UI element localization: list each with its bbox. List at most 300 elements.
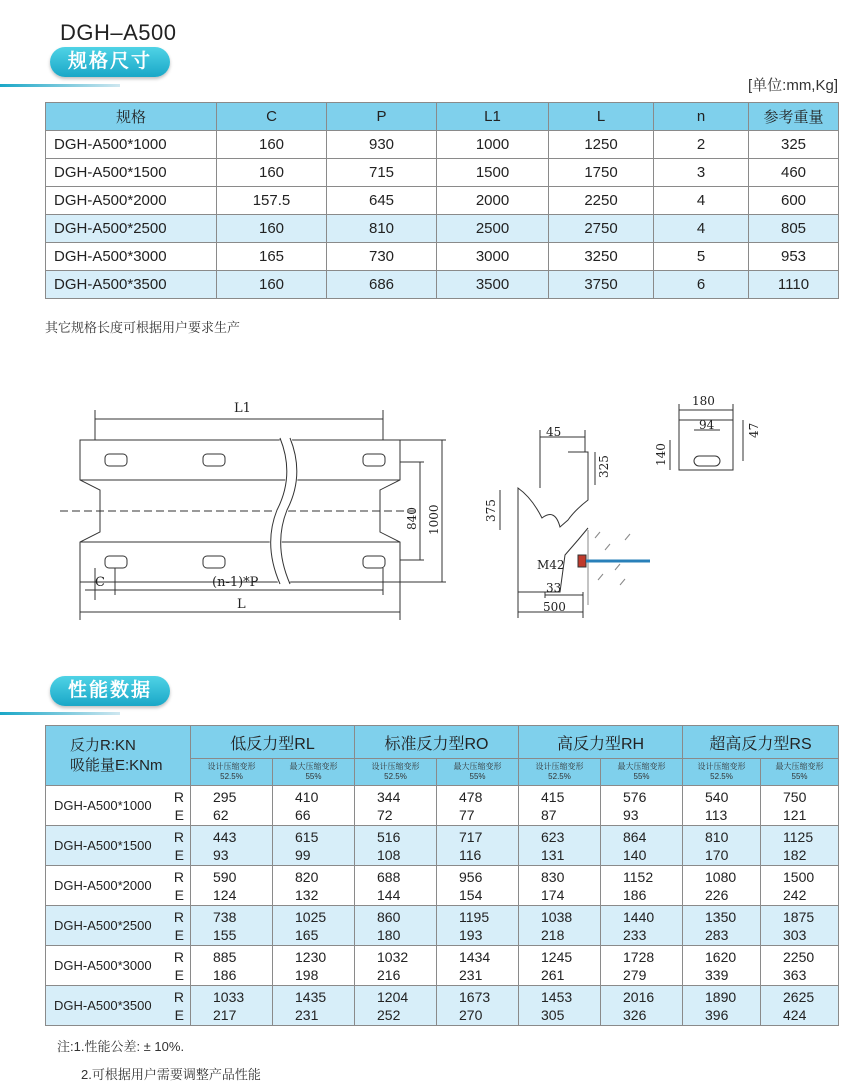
perf-value-cell xyxy=(519,786,601,826)
perf-value-cell xyxy=(601,946,683,986)
spec-value-cell: 715 xyxy=(327,159,437,187)
r-e-labels xyxy=(174,828,184,864)
energy-value: 108 xyxy=(377,846,401,863)
energy-value: 193 xyxy=(459,926,483,943)
energy-value: 231 xyxy=(295,1006,319,1023)
spec-value-cell: 160 xyxy=(217,159,327,187)
compression-pct: 52.5% xyxy=(384,772,407,781)
perf-row xyxy=(46,986,839,1026)
spec-model-cell: DGH-A500*2000 xyxy=(46,187,217,215)
spec-col-header: P xyxy=(327,103,437,131)
r-e-labels xyxy=(174,908,184,944)
concrete-hatching xyxy=(588,530,630,605)
reaction-force-value: 810 xyxy=(705,828,729,845)
spec-value-cell: 1000 xyxy=(437,131,549,159)
spec-value-cell: 3000 xyxy=(437,243,549,271)
reaction-force-value: 1875 xyxy=(783,908,815,925)
spec-value-cell: 157.5 xyxy=(217,187,327,215)
group-header: 超高反力型RS xyxy=(683,726,839,759)
reaction-force-value: 1350 xyxy=(705,908,737,925)
perf-value-cell xyxy=(437,906,519,946)
e-label: E xyxy=(174,927,184,943)
perf-model-cell xyxy=(46,986,191,1026)
reaction-force-value: 344 xyxy=(377,788,401,805)
energy-value: 155 xyxy=(213,926,237,943)
note-tolerance: 注:1.性能公差: ± 10%. xyxy=(57,1039,185,1054)
spec-value-cell: 460 xyxy=(749,159,839,187)
compression-label: 最大压缩变形 xyxy=(453,762,502,771)
perf-row xyxy=(46,906,839,946)
bolt-nut-icon xyxy=(578,555,586,567)
perf-value-cell xyxy=(683,986,761,1026)
compression-pct: 52.5% xyxy=(548,772,571,781)
compression-pct: 55% xyxy=(469,772,486,781)
e-label: E xyxy=(174,887,184,903)
spec-model-cell: DGH-A500*3000 xyxy=(46,243,217,271)
group-header: 低反力型RL xyxy=(191,726,355,759)
reaction-force-value: 1025 xyxy=(295,908,327,925)
perf-notes xyxy=(57,1033,261,1089)
compression-label: 设计压缩变形 xyxy=(535,762,584,771)
spec-col-header: 参考重量 xyxy=(749,103,839,131)
dim-500: 500 xyxy=(543,600,566,614)
spec-col-header: C xyxy=(217,103,327,131)
spec-value-cell: 645 xyxy=(327,187,437,215)
reaction-force-value: 478 xyxy=(459,788,483,805)
reaction-force-value: 1204 xyxy=(377,988,409,1005)
perf-value-cell xyxy=(355,986,437,1026)
force-label: 反力R:KN xyxy=(70,736,136,754)
energy-value: 252 xyxy=(377,1006,401,1023)
energy-value: 93 xyxy=(623,806,639,823)
perf-value-cell xyxy=(273,826,355,866)
spec-row xyxy=(46,271,839,299)
spec-value-cell: 930 xyxy=(327,131,437,159)
reaction-force-value: 540 xyxy=(705,788,729,805)
reaction-force-value: 1195 xyxy=(459,908,490,925)
energy-value: 242 xyxy=(783,886,807,903)
energy-value: 99 xyxy=(295,846,311,863)
energy-value: 180 xyxy=(377,926,401,943)
energy-value: 165 xyxy=(295,926,319,943)
energy-value: 62 xyxy=(213,806,229,823)
energy-value: 305 xyxy=(541,1006,565,1023)
spec-value-cell: 686 xyxy=(327,271,437,299)
r-label: R xyxy=(173,989,184,1005)
perf-value-cell xyxy=(519,866,601,906)
note-adjustable: 2.可根据用户需要调整产品性能 xyxy=(81,1067,261,1082)
perf-value-cell xyxy=(519,826,601,866)
dim-840: 840 xyxy=(405,507,419,530)
reaction-force-value: 864 xyxy=(623,828,647,845)
energy-value: 154 xyxy=(459,886,483,903)
spec-model-cell: DGH-A500*2500 xyxy=(46,215,217,243)
energy-value: 113 xyxy=(705,806,728,823)
e-label: E xyxy=(174,1007,184,1023)
compression-label: 设计压缩变形 xyxy=(207,762,256,771)
spec-value-cell: 160 xyxy=(217,131,327,159)
reaction-force-value: 516 xyxy=(377,828,401,845)
perf-value-cell xyxy=(355,906,437,946)
perf-row xyxy=(46,826,839,866)
compression-subheader xyxy=(519,759,601,786)
energy-value: 170 xyxy=(705,846,729,863)
energy-value: 121 xyxy=(783,806,807,823)
spec-value-cell: 325 xyxy=(749,131,839,159)
perf-value-cell xyxy=(191,866,273,906)
energy-value: 116 xyxy=(459,846,482,863)
perf-model-label: DGH-A500*1000 xyxy=(54,797,152,813)
spec-header-row xyxy=(46,103,839,131)
perf-value-cell xyxy=(437,946,519,986)
spec-value-cell: 953 xyxy=(749,243,839,271)
perf-value-cell xyxy=(519,906,601,946)
dimension-drawing xyxy=(0,380,848,640)
spec-value-cell: 1500 xyxy=(437,159,549,187)
dim-np: (n-1)*P xyxy=(212,575,259,590)
dim-325: 325 xyxy=(597,455,611,478)
energy-value: 124 xyxy=(213,886,237,903)
reaction-force-value: 717 xyxy=(459,828,483,845)
spec-col-header: L xyxy=(549,103,654,131)
energy-value: 363 xyxy=(783,966,807,983)
perf-model-label: DGH-A500*2500 xyxy=(54,917,152,933)
energy-value: 216 xyxy=(377,966,401,983)
perf-section-heading: 性能数据 xyxy=(50,676,170,706)
reaction-force-value: 1453 xyxy=(541,988,573,1005)
dim-33: 33 xyxy=(546,581,562,595)
perf-value-cell xyxy=(761,906,839,946)
compression-pct: 55% xyxy=(791,772,808,781)
perf-model-cell xyxy=(46,946,191,986)
compression-subheader xyxy=(355,759,437,786)
spec-value-cell: 3250 xyxy=(549,243,654,271)
spec-row xyxy=(46,215,839,243)
perf-value-cell xyxy=(519,986,601,1026)
group-header: 高反力型RH xyxy=(519,726,683,759)
spec-row xyxy=(46,159,839,187)
perf-value-cell xyxy=(273,786,355,826)
compression-label: 设计压缩变形 xyxy=(697,762,746,771)
reaction-force-value: 2625 xyxy=(783,988,815,1005)
perf-model-cell xyxy=(46,906,191,946)
e-label: E xyxy=(174,847,184,863)
perf-value-cell xyxy=(519,946,601,986)
dim-c: C xyxy=(95,575,105,590)
energy-value: 77 xyxy=(459,806,475,823)
reaction-force-value: 860 xyxy=(377,908,401,925)
reaction-force-value: 1230 xyxy=(295,948,327,965)
compression-pct: 55% xyxy=(305,772,322,781)
spec-value-cell: 4 xyxy=(654,215,749,243)
reaction-force-value: 1500 xyxy=(783,868,815,885)
side-view xyxy=(500,430,650,618)
reaction-force-value: 820 xyxy=(295,868,319,885)
perf-value-cell xyxy=(273,906,355,946)
spec-value-cell: 730 xyxy=(327,243,437,271)
perf-model-label: DGH-A500*1500 xyxy=(54,837,152,853)
perf-value-cell xyxy=(191,986,273,1026)
compression-label: 最大压缩变形 xyxy=(617,762,666,771)
spec-table xyxy=(45,102,839,299)
spec-value-cell: 2750 xyxy=(549,215,654,243)
spec-model-cell: DGH-A500*3500 xyxy=(46,271,217,299)
perf-value-cell xyxy=(683,866,761,906)
compression-subheader xyxy=(683,759,761,786)
perf-value-cell xyxy=(761,986,839,1026)
compression-label: 最大压缩变形 xyxy=(775,762,824,771)
energy-value: 270 xyxy=(459,1006,483,1023)
spec-section-heading: 规格尺寸 xyxy=(50,47,170,77)
perf-value-cell xyxy=(683,906,761,946)
energy-value: 233 xyxy=(623,926,647,943)
reaction-force-value: 956 xyxy=(459,868,483,885)
energy-value: 174 xyxy=(541,886,565,903)
compression-label: 最大压缩变形 xyxy=(289,762,338,771)
energy-value: 131 xyxy=(541,846,565,863)
reaction-force-value: 1245 xyxy=(541,948,573,965)
energy-value: 226 xyxy=(705,886,729,903)
energy-value: 339 xyxy=(705,966,729,983)
spec-value-cell: 5 xyxy=(654,243,749,271)
perf-corner-header xyxy=(46,726,191,786)
compression-pct: 52.5% xyxy=(220,772,243,781)
perf-value-cell xyxy=(601,906,683,946)
dim-1000: 1000 xyxy=(427,504,441,535)
spec-value-cell: 3500 xyxy=(437,271,549,299)
reaction-force-value: 576 xyxy=(623,788,647,805)
spec-col-header: 规格 xyxy=(46,103,217,131)
perf-heading-underline xyxy=(0,712,120,715)
reaction-force-value: 1435 xyxy=(295,988,327,1005)
e-label: E xyxy=(174,967,184,983)
perf-value-cell xyxy=(191,786,273,826)
perf-value-cell xyxy=(601,826,683,866)
reaction-force-value: 1038 xyxy=(541,908,573,925)
spec-heading-underline xyxy=(0,84,120,87)
energy-value: 261 xyxy=(541,966,565,983)
spec-row xyxy=(46,131,839,159)
perf-value-cell xyxy=(601,786,683,826)
r-label: R xyxy=(173,949,184,965)
dim-m42: M42 xyxy=(537,558,565,572)
reaction-force-value: 2250 xyxy=(783,948,815,965)
perf-model-label: DGH-A500*3000 xyxy=(54,957,152,973)
reaction-force-value: 1620 xyxy=(705,948,737,965)
energy-value: 279 xyxy=(623,966,647,983)
perf-row xyxy=(46,786,839,826)
perf-value-cell xyxy=(191,906,273,946)
spec-value-cell: 600 xyxy=(749,187,839,215)
perf-value-cell xyxy=(437,986,519,1026)
reaction-force-value: 2016 xyxy=(623,988,655,1005)
perf-value-cell xyxy=(601,986,683,1026)
reaction-force-value: 590 xyxy=(213,868,237,885)
spec-value-cell: 1110 xyxy=(749,271,839,299)
energy-value: 93 xyxy=(213,846,229,863)
compression-subheader xyxy=(601,759,683,786)
reaction-force-value: 410 xyxy=(295,788,319,805)
compression-subheader xyxy=(761,759,839,786)
energy-value: 396 xyxy=(705,1006,729,1023)
reaction-force-value: 1033 xyxy=(213,988,245,1005)
compression-subheader xyxy=(191,759,273,786)
reaction-force-value: 1152 xyxy=(623,868,654,885)
r-e-labels xyxy=(174,868,184,904)
r-label: R xyxy=(173,829,184,845)
reaction-force-value: 615 xyxy=(295,828,319,845)
perf-model-label: DGH-A500*3500 xyxy=(54,997,152,1013)
spec-value-cell: 2000 xyxy=(437,187,549,215)
energy-value: 218 xyxy=(541,926,565,943)
perf-value-cell xyxy=(683,786,761,826)
energy-value: 424 xyxy=(783,1006,807,1023)
group-header: 标准反力型RO xyxy=(355,726,519,759)
spec-value-cell: 165 xyxy=(217,243,327,271)
reaction-force-value: 885 xyxy=(213,948,237,965)
perf-value-cell xyxy=(601,866,683,906)
perf-value-cell xyxy=(437,786,519,826)
perf-value-cell xyxy=(683,826,761,866)
spec-value-cell: 2250 xyxy=(549,187,654,215)
perf-value-cell xyxy=(437,826,519,866)
perf-model-cell xyxy=(46,786,191,826)
energy-value: 182 xyxy=(783,846,807,863)
energy-value: 72 xyxy=(377,806,393,823)
spec-value-cell: 3 xyxy=(654,159,749,187)
e-label: E xyxy=(174,807,184,823)
reaction-force-value: 688 xyxy=(377,868,401,885)
spec-row xyxy=(46,187,839,215)
dim-47: 47 xyxy=(747,422,761,438)
spec-col-header: n xyxy=(654,103,749,131)
energy-value: 132 xyxy=(295,886,319,903)
spec-value-cell: 4 xyxy=(654,187,749,215)
perf-value-cell xyxy=(355,866,437,906)
plate-view xyxy=(670,404,743,470)
compression-subheader xyxy=(273,759,355,786)
reaction-force-value: 830 xyxy=(541,868,565,885)
perf-value-cell xyxy=(761,866,839,906)
spec-value-cell: 3750 xyxy=(549,271,654,299)
dim-94: 94 xyxy=(699,418,715,432)
energy-value: 283 xyxy=(705,926,729,943)
perf-value-cell xyxy=(191,826,273,866)
dim-l: L xyxy=(237,597,246,612)
perf-value-cell xyxy=(355,786,437,826)
model-title: DGH–A500 xyxy=(60,20,177,45)
energy-value: 87 xyxy=(541,806,557,823)
perf-model-label: DGH-A500*2000 xyxy=(54,877,152,893)
perf-value-cell xyxy=(355,826,437,866)
energy-value: 140 xyxy=(623,846,647,863)
reaction-force-value: 750 xyxy=(783,788,807,805)
spec-value-cell: 160 xyxy=(217,271,327,299)
reaction-force-value: 443 xyxy=(213,828,237,845)
r-label: R xyxy=(173,789,184,805)
perf-value-cell xyxy=(761,786,839,826)
compression-pct: 52.5% xyxy=(710,772,733,781)
spec-value-cell: 6 xyxy=(654,271,749,299)
reaction-force-value: 415 xyxy=(541,788,565,805)
perf-row xyxy=(46,866,839,906)
spec-value-cell: 160 xyxy=(217,215,327,243)
dim-l1: L1 xyxy=(234,401,251,416)
energy-value: 198 xyxy=(295,966,319,983)
spec-value-cell: 2500 xyxy=(437,215,549,243)
compression-pct: 55% xyxy=(633,772,650,781)
reaction-force-value: 1434 xyxy=(459,948,491,965)
spec-value-cell: 2 xyxy=(654,131,749,159)
perf-value-cell xyxy=(761,826,839,866)
energy-value: 326 xyxy=(623,1006,647,1023)
energy-value: 186 xyxy=(623,886,647,903)
perf-value-cell xyxy=(273,946,355,986)
energy-value: 144 xyxy=(377,886,401,903)
reaction-force-value: 295 xyxy=(213,788,237,805)
spec-value-cell: 810 xyxy=(327,215,437,243)
r-e-labels xyxy=(174,948,184,984)
reaction-force-value: 623 xyxy=(541,828,565,845)
perf-value-cell xyxy=(761,946,839,986)
unit-label: [单位:mm,Kg] xyxy=(747,77,838,94)
spec-value-cell: 1250 xyxy=(549,131,654,159)
reaction-force-value: 1032 xyxy=(377,948,409,965)
energy-value: 231 xyxy=(459,966,483,983)
compression-subheader xyxy=(437,759,519,786)
dim-45: 45 xyxy=(546,425,562,439)
energy-value: 186 xyxy=(213,966,237,983)
perf-value-cell xyxy=(273,986,355,1026)
energy-value: 303 xyxy=(783,926,807,943)
perf-value-cell xyxy=(437,866,519,906)
dim-140: 140 xyxy=(654,443,668,466)
perf-model-cell xyxy=(46,826,191,866)
spec-note: 其它规格长度可根据用户要求生产 xyxy=(45,320,241,335)
spec-value-cell: 805 xyxy=(749,215,839,243)
perf-model-cell xyxy=(46,866,191,906)
reaction-force-value: 738 xyxy=(213,908,237,925)
reaction-force-value: 1673 xyxy=(459,988,491,1005)
r-e-labels xyxy=(174,788,184,824)
dim-375: 375 xyxy=(484,499,498,522)
reaction-force-value: 1080 xyxy=(705,868,737,885)
reaction-force-value: 1440 xyxy=(623,908,655,925)
r-e-labels xyxy=(174,988,184,1024)
reaction-force-value: 1890 xyxy=(705,988,737,1005)
performance-table xyxy=(45,725,839,1026)
perf-row xyxy=(46,946,839,986)
spec-row xyxy=(46,243,839,271)
reaction-force-value: 1125 xyxy=(783,828,814,845)
spec-col-header: L1 xyxy=(437,103,549,131)
r-label: R xyxy=(173,869,184,885)
energy-value: 217 xyxy=(213,1006,237,1023)
perf-value-cell xyxy=(191,946,273,986)
dim-180: 180 xyxy=(692,394,715,408)
perf-value-cell xyxy=(683,946,761,986)
spec-model-cell: DGH-A500*1000 xyxy=(46,131,217,159)
compression-label: 设计压缩变形 xyxy=(371,762,420,771)
energy-value: 66 xyxy=(295,806,311,823)
reaction-force-value: 1728 xyxy=(623,948,655,965)
perf-value-cell xyxy=(355,946,437,986)
energy-label: 吸能量E:KNm xyxy=(70,756,163,774)
perf-value-cell xyxy=(273,866,355,906)
spec-model-cell: DGH-A500*1500 xyxy=(46,159,217,187)
r-label: R xyxy=(173,909,184,925)
spec-value-cell: 1750 xyxy=(549,159,654,187)
